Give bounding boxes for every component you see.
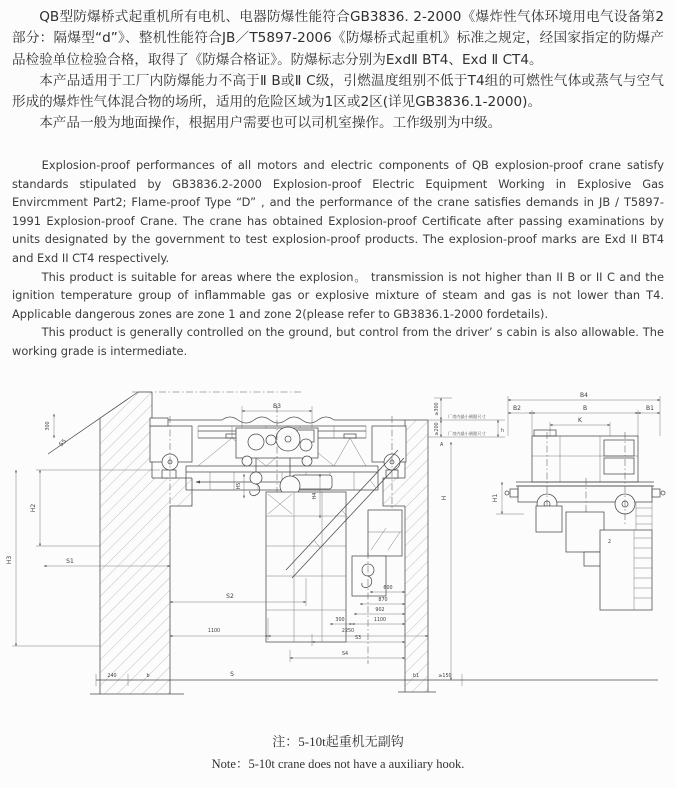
english-intro [12, 156, 664, 361]
side-dimensions-top [508, 392, 660, 438]
dim-label-s4: S4 [341, 652, 349, 657]
dim-label-k: K [578, 417, 582, 424]
dim-label-1100-right: 1100 [373, 618, 387, 623]
dim-label-s5: S5 [57, 437, 69, 449]
zh-paragraph-2: 本产品适用于工厂内防爆能力不高于Ⅱ B或Ⅱ C级，引燃温度组别不低于T4组的可燃性气体或蒸气与空气形成的爆炸性气体混合物的场所，适用的危险区域为1区或2区(详见GB3836.1-2000)。 [12, 72, 664, 111]
side-h1-dimension [492, 482, 524, 514]
clearance-note-2: 厂房内最小极限尺寸 [448, 431, 486, 436]
dim-label-b: b [146, 674, 150, 679]
roof-dimensions [45, 414, 68, 448]
dim-label-300-right: 300 [335, 618, 345, 623]
dim-label-b-mid: B [582, 405, 588, 412]
dim-label-600: 600 [383, 586, 393, 591]
dim-label-b4: B4 [580, 392, 588, 399]
clearance-annotations [428, 398, 505, 680]
dim-label-1100: 1100 [207, 629, 221, 634]
dim-label-902: 902 [375, 608, 385, 613]
dim-label-s3: S3 [354, 636, 362, 641]
dim-label-span: S [230, 671, 234, 678]
en-paragraph-2: This product is suitable for areas where the explosion。 transmission is not higher than II B or II C and the ignition temperature group of inflammable gas or explosive mixture of steam and gas is not lower than T4. Applicable dangerous zones are zone 1 and zone 2(please refer to GB3836.1-2000 fordetails). [12, 269, 664, 321]
dim-label-240: 240 [107, 674, 117, 679]
cab-mark-2: 2 [608, 540, 612, 545]
dim-label-ge150: ≥150 [438, 674, 452, 679]
dim-label-ge200: ≥200 [435, 422, 440, 436]
zh-paragraph-3: 本产品一般为地面操作，根据用户需要也可以司机室操作。工作级别为中级。 [39, 115, 502, 132]
dim-label-h5: H5 [237, 482, 242, 490]
side-view [492, 392, 665, 610]
clearance-note-1: 厂房内最小极限尺寸 [448, 414, 486, 419]
dim-label-2250: 2250 [341, 629, 355, 634]
dim-label-ge300: ≥300 [435, 402, 440, 416]
dim-label-h1: H1 [492, 493, 499, 503]
dim-label-s1: S1 [66, 558, 74, 565]
dim-label-870: 870 [378, 598, 388, 603]
chinese-intro [12, 7, 664, 135]
footnote [0, 731, 676, 772]
dim-label-b1-side: B1 [646, 405, 654, 412]
span-dimension [96, 671, 658, 686]
dim-label-b3: B3 [273, 403, 281, 410]
section-mark-a: A [440, 443, 444, 448]
crane-technical-drawing [0, 378, 676, 708]
footnote-english: Note：5-10t crane does not have a auxiliary hook. [211, 757, 465, 771]
en-paragraph-3: This product is generally controlled on the ground, but control from the driver’ s cabin is also allowable. The working grade is intermediate. [12, 325, 664, 358]
dim-label-300-roof: 300 [46, 421, 51, 431]
dim-label-h-small: h [501, 429, 505, 434]
dim-label-h4: H4 [313, 492, 318, 500]
dim-label-b2: B2 [513, 405, 521, 412]
dim-label-h3: H3 [6, 555, 13, 565]
dim-label-h2: H2 [30, 503, 37, 513]
drive-shaft-and-motor [196, 475, 332, 489]
en-paragraph-1: Explosion-proof performances of all motors and electric components of QB explosion-proof crane satisfy standards stipulated by GB3836.2-2000 Explosion-proof Electric Equipment Working in Explosive Gas Envircmment Part2; Flame-proof Type “D” , and the performance of the crane satisfies demands in JB / T5897-1991 Explosion-proof Crane. The crane has obtained Explosion-proof Certificate after passing examinations by units designated by the government to test explosion-proof products. The explosion-proof marks are Exd II BT4 and Exd II CT4 respectively. [12, 158, 664, 265]
roof-break-line [222, 417, 334, 423]
footnote-chinese: 注：5-10t起重机无副钩 [272, 734, 404, 749]
dim-label-s2: S2 [226, 593, 234, 600]
crane-drawing-svg [0, 378, 676, 708]
dim-label-H: H [441, 495, 448, 501]
dim-label-b1: b1 [412, 674, 420, 679]
side-cab-and-ladder [536, 502, 652, 610]
zh-paragraph-1: QB型防爆桥式起重机所有电机、电器防爆性能符合GB3836. 2-2000《爆炸性气体环境用电气设备第2部分：隔爆型“d”》、整机性能符合JB／T5897-2006《防爆桥式起重机》标准之规定，经国家指定的防爆产品检验单位检验合格，取得了《防爆合格证》。防爆标志分别为ExdⅡ BT4、Exd Ⅱ CT4。 [12, 9, 664, 68]
